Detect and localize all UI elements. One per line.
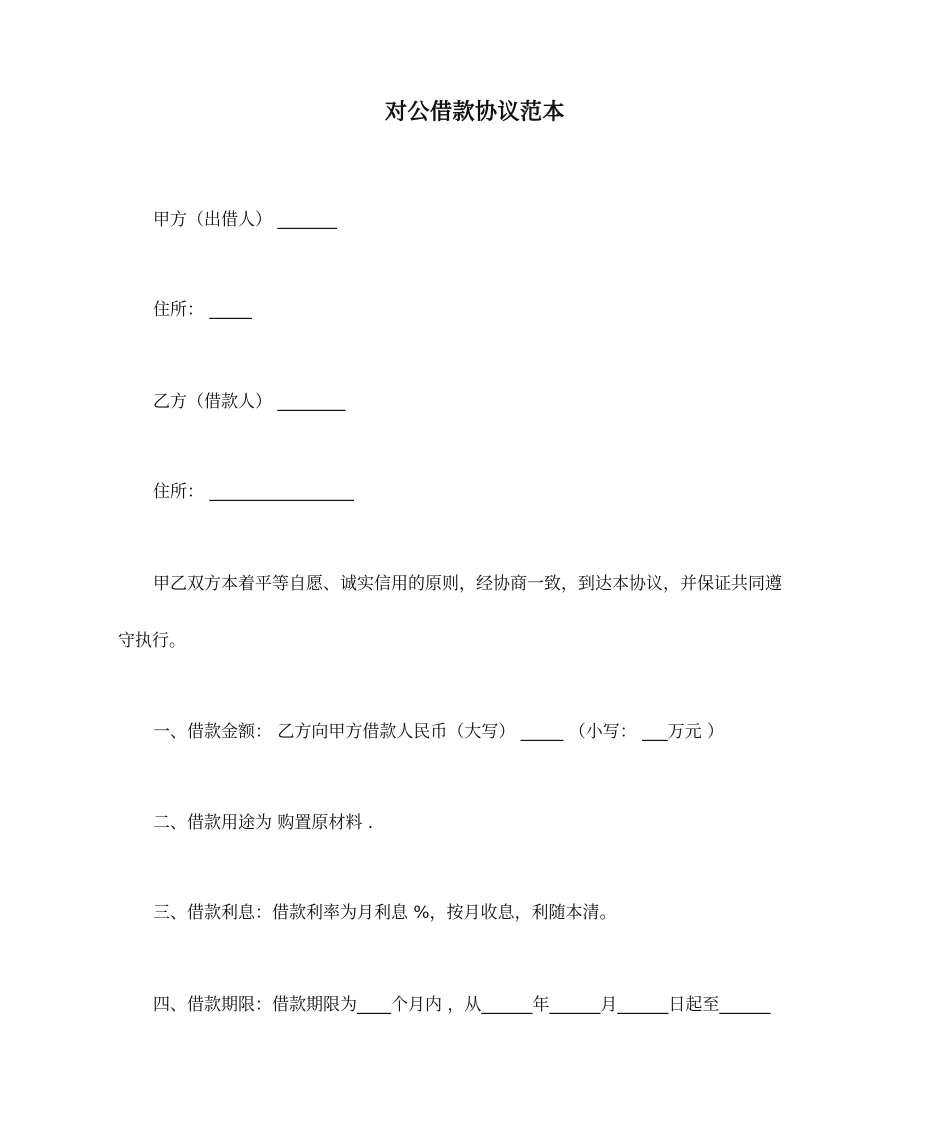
clause-2-purpose: 二、借款用途为 购置原材料 . (153, 813, 374, 833)
clause-1-amount: 一、借款金额： 乙方向甲方借款人民币（大写） _____ （小写： ___万元 ） (153, 722, 725, 742)
party-b-line: 乙方（借款人） ________ (153, 392, 346, 412)
clause-3-interest: 三、借款利息：借款利率为月利息 %，按月收息，利随本清。 (153, 903, 617, 923)
party-a-line: 甲方（出借人） _______ (153, 210, 337, 230)
preamble-line-2: 守执行。 (118, 631, 186, 651)
address-a-line: 住所： _____ (153, 300, 252, 320)
clause-4-term: 四、借款期限：借款期限为____个月内 ，从______年______月______日起至______ (153, 995, 771, 1015)
document-title: 对公借款协议范本 (384, 100, 565, 125)
preamble-line-1: 甲乙双方本着平等自愿、诚实信用的原则，经协商一致，到达本协议，并保证共同遵 (153, 574, 782, 594)
address-b-line: 住所： _________________ (153, 482, 354, 502)
